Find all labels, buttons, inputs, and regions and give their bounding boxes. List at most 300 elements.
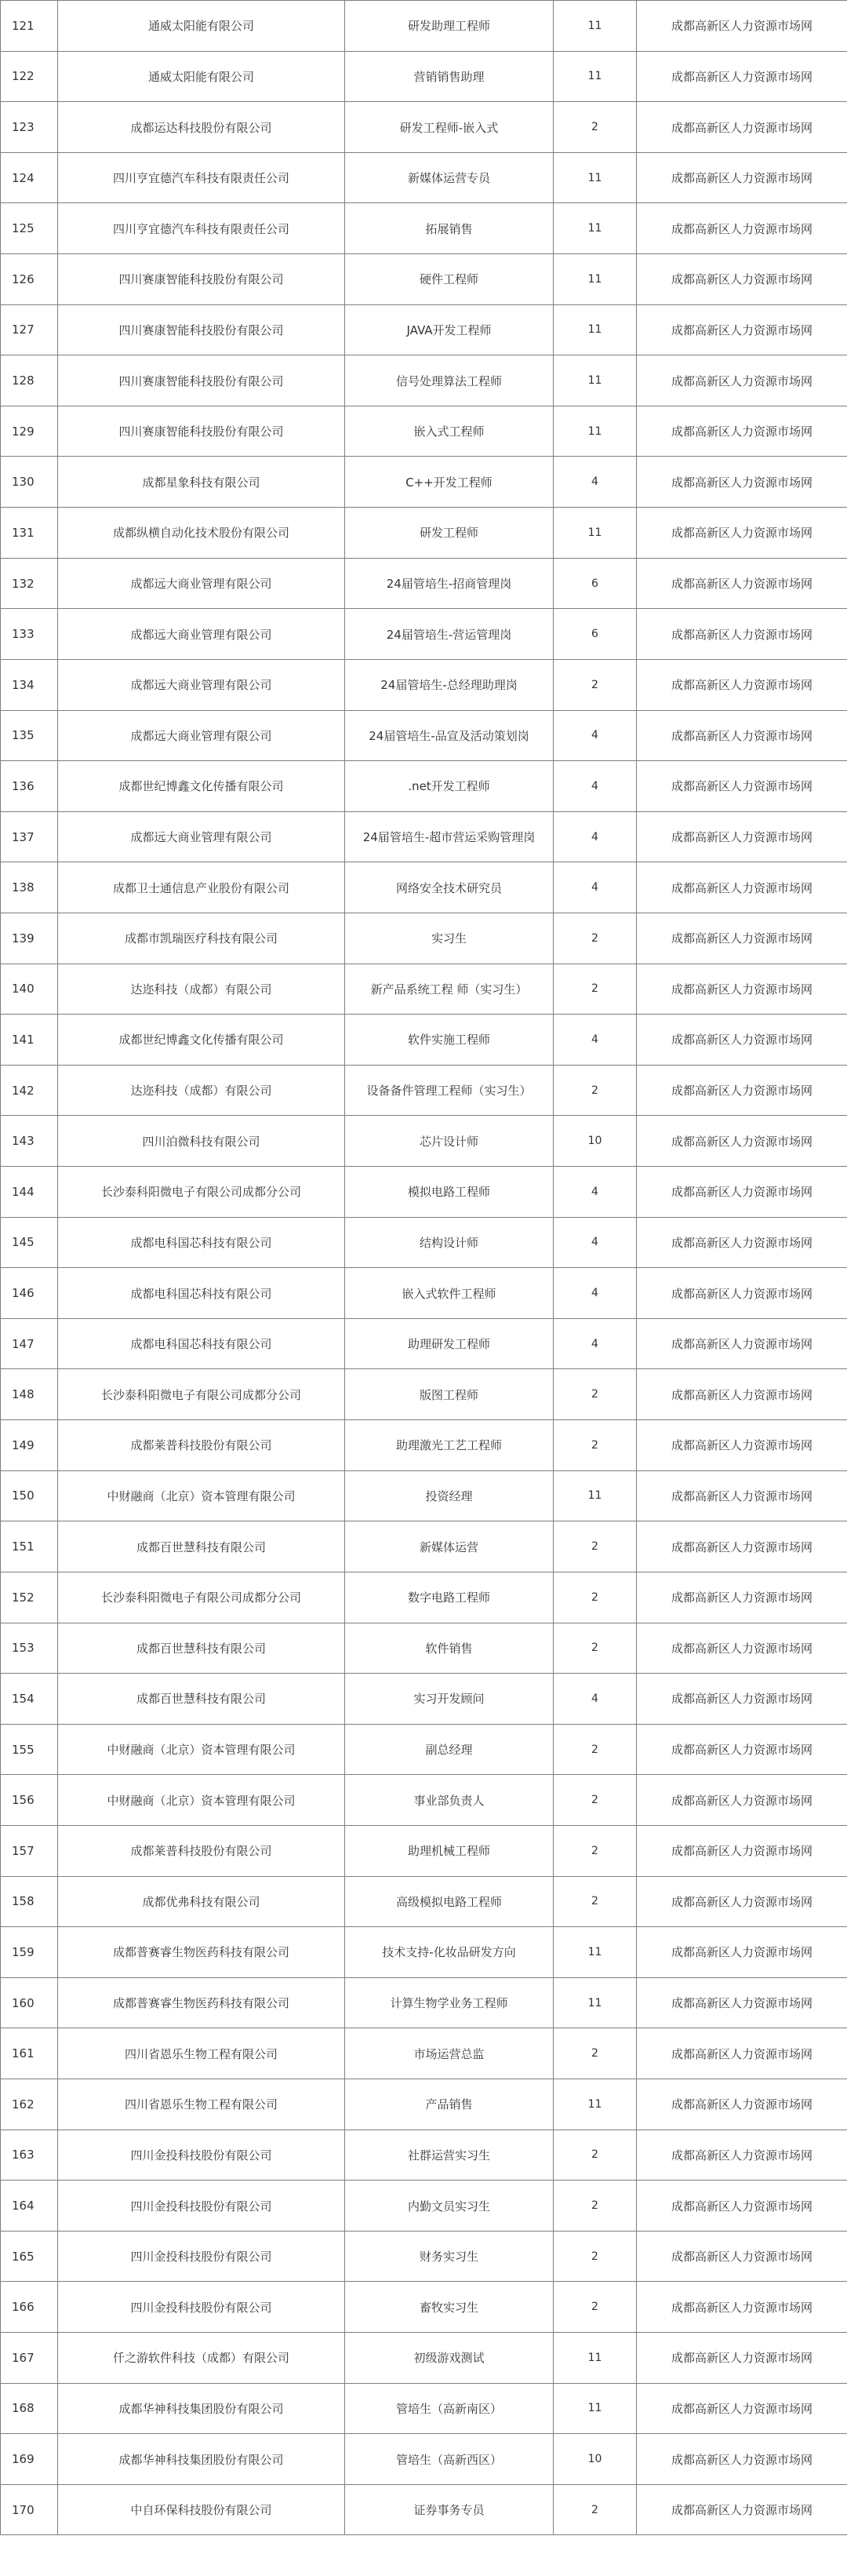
company-name-cell: 成都普赛睿生物医药科技有限公司	[58, 1977, 345, 2028]
table-row	[1, 1724, 847, 1775]
table-row	[1, 1521, 847, 1572]
position-title-cell: 24届管培生-招商管理岗	[345, 558, 554, 609]
source-cell: 成都高新区人力资源市场网	[637, 1775, 847, 1826]
headcount-cell: 11	[554, 203, 637, 254]
position-title-cell: 硬件工程师	[345, 254, 554, 305]
table-row	[1, 2130, 847, 2181]
table-row	[1, 964, 847, 1015]
row-number-cell: 126	[1, 254, 58, 305]
row-number-cell: 146	[1, 1268, 58, 1319]
position-title-cell: 产品销售	[345, 2079, 554, 2130]
position-title-cell: 计算生物学业务工程师	[345, 1977, 554, 2028]
source-cell: 成都高新区人力资源市场网	[637, 254, 847, 305]
table-row	[1, 304, 847, 355]
company-name-cell: 成都卫士通信息产业股份有限公司	[58, 862, 345, 913]
table-row	[1, 2484, 847, 2535]
table-row	[1, 254, 847, 305]
company-name-cell: 成都华神科技集团股份有限公司	[58, 2383, 345, 2434]
company-name-cell: 四川亨宜德汽车科技有限责任公司	[58, 203, 345, 254]
table-row	[1, 1, 847, 52]
company-name-cell: 成都远大商业管理有限公司	[58, 659, 345, 710]
position-title-cell: 助理机械工程师	[345, 1825, 554, 1876]
table-row	[1, 609, 847, 660]
company-name-cell: 成都星象科技有限公司	[58, 457, 345, 508]
company-name-cell: 成都世纪博鑫文化传播有限公司	[58, 1015, 345, 1066]
row-number-cell: 160	[1, 1977, 58, 2028]
table-row	[1, 406, 847, 457]
headcount-cell: 4	[554, 761, 637, 812]
source-cell: 成都高新区人力资源市场网	[637, 508, 847, 559]
row-number-cell: 161	[1, 2028, 58, 2079]
headcount-cell: 4	[554, 710, 637, 761]
company-name-cell: 四川赛康智能科技股份有限公司	[58, 304, 345, 355]
headcount-cell: 11	[554, 152, 637, 203]
position-title-cell: 研发工程师	[345, 508, 554, 559]
headcount-cell: 4	[554, 1674, 637, 1725]
table-row	[1, 1825, 847, 1876]
row-number-cell: 134	[1, 659, 58, 710]
table-row	[1, 2434, 847, 2485]
company-name-cell: 成都运达科技股份有限公司	[58, 102, 345, 153]
headcount-cell: 11	[554, 355, 637, 406]
headcount-cell: 6	[554, 558, 637, 609]
table-row	[1, 2282, 847, 2333]
headcount-cell: 2	[554, 913, 637, 964]
position-title-cell: 嵌入式工程师	[345, 406, 554, 457]
table-row	[1, 761, 847, 812]
position-title-cell: 网络安全技术研究员	[345, 862, 554, 913]
headcount-cell: 2	[554, 1825, 637, 1876]
company-name-cell: 达迩科技（成都）有限公司	[58, 964, 345, 1015]
table-row	[1, 2079, 847, 2130]
company-name-cell: 长沙泰科阳微电子有限公司成都分公司	[58, 1369, 345, 1420]
table-row	[1, 508, 847, 559]
table-row	[1, 2028, 847, 2079]
company-name-cell: 成都普赛睿生物医药科技有限公司	[58, 1927, 345, 1978]
row-number-cell: 170	[1, 2484, 58, 2535]
headcount-cell: 2	[554, 2231, 637, 2282]
table-row	[1, 1065, 847, 1116]
row-number-cell: 162	[1, 2079, 58, 2130]
source-cell: 成都高新区人力资源市场网	[637, 1674, 847, 1725]
source-cell: 成都高新区人力资源市场网	[637, 152, 847, 203]
position-title-cell: 管培生（高新西区）	[345, 2434, 554, 2485]
position-title-cell: 助理研发工程师	[345, 1318, 554, 1369]
row-number-cell: 166	[1, 2282, 58, 2333]
company-name-cell: 四川赛康智能科技股份有限公司	[58, 406, 345, 457]
source-cell: 成都高新区人力资源市场网	[637, 2231, 847, 2282]
company-name-cell: 四川省恩乐生物工程有限公司	[58, 2079, 345, 2130]
company-name-cell: 成都莱普科技股份有限公司	[58, 1420, 345, 1471]
position-title-cell: 实习开发顾问	[345, 1674, 554, 1725]
row-number-cell: 167	[1, 2333, 58, 2384]
source-cell: 成都高新区人力资源市场网	[637, 1268, 847, 1319]
row-number-cell: 144	[1, 1167, 58, 1218]
position-title-cell: 模拟电路工程师	[345, 1167, 554, 1218]
position-title-cell: 技术支持-化妆品研发方向	[345, 1927, 554, 1978]
company-name-cell: 通威太阳能有限公司	[58, 1, 345, 52]
position-title-cell: 营销销售助理	[345, 51, 554, 102]
source-cell: 成都高新区人力资源市场网	[637, 1369, 847, 1420]
position-title-cell: 嵌入式软件工程师	[345, 1268, 554, 1319]
position-title-cell: 高级模拟电路工程师	[345, 1876, 554, 1927]
source-cell: 成都高新区人力资源市场网	[637, 355, 847, 406]
source-cell: 成都高新区人力资源市场网	[637, 862, 847, 913]
row-number-cell: 129	[1, 406, 58, 457]
headcount-cell: 11	[554, 2383, 637, 2434]
position-title-cell: 证券事务专员	[345, 2484, 554, 2535]
job-listings-body	[1, 1, 847, 2535]
row-number-cell: 151	[1, 1521, 58, 1572]
position-title-cell: 畜牧实习生	[345, 2282, 554, 2333]
company-name-cell: 成都纵横自动化技术股份有限公司	[58, 508, 345, 559]
headcount-cell: 2	[554, 1623, 637, 1674]
position-title-cell: 软件实施工程师	[345, 1015, 554, 1066]
table-row	[1, 1927, 847, 1978]
source-cell: 成都高新区人力资源市场网	[637, 2079, 847, 2130]
headcount-cell: 10	[554, 1116, 637, 1167]
row-number-cell: 169	[1, 2434, 58, 2485]
headcount-cell: 2	[554, 2484, 637, 2535]
position-title-cell: JAVA开发工程师	[345, 304, 554, 355]
row-number-cell: 143	[1, 1116, 58, 1167]
headcount-cell: 4	[554, 1015, 637, 1066]
row-number-cell: 139	[1, 913, 58, 964]
table-row	[1, 1623, 847, 1674]
source-cell: 成都高新区人力资源市场网	[637, 203, 847, 254]
company-name-cell: 成都远大商业管理有限公司	[58, 558, 345, 609]
headcount-cell: 4	[554, 811, 637, 862]
row-number-cell: 141	[1, 1015, 58, 1066]
position-title-cell: 研发助理工程师	[345, 1, 554, 52]
company-name-cell: 中自环保科技股份有限公司	[58, 2484, 345, 2535]
row-number-cell: 136	[1, 761, 58, 812]
company-name-cell: 仟之游软件科技（成都）有限公司	[58, 2333, 345, 2384]
row-number-cell: 123	[1, 102, 58, 153]
company-name-cell: 成都电科国芯科技有限公司	[58, 1318, 345, 1369]
row-number-cell: 128	[1, 355, 58, 406]
table-row	[1, 659, 847, 710]
headcount-cell: 4	[554, 1217, 637, 1268]
headcount-cell: 2	[554, 2028, 637, 2079]
company-name-cell: 成都优弗科技有限公司	[58, 1876, 345, 1927]
row-number-cell: 137	[1, 811, 58, 862]
source-cell: 成都高新区人力资源市场网	[637, 304, 847, 355]
source-cell: 成都高新区人力资源市场网	[637, 1927, 847, 1978]
source-cell: 成都高新区人力资源市场网	[637, 2181, 847, 2232]
company-name-cell: 四川泊微科技有限公司	[58, 1116, 345, 1167]
headcount-cell: 4	[554, 862, 637, 913]
table-row	[1, 102, 847, 153]
source-cell: 成都高新区人力资源市场网	[637, 1318, 847, 1369]
source-cell: 成都高新区人力资源市场网	[637, 811, 847, 862]
table-row	[1, 51, 847, 102]
row-number-cell: 127	[1, 304, 58, 355]
source-cell: 成都高新区人力资源市场网	[637, 964, 847, 1015]
source-cell: 成都高新区人力资源市场网	[637, 1572, 847, 1623]
position-title-cell: 24届管培生-总经理助理岗	[345, 659, 554, 710]
company-name-cell: 成都百世慧科技有限公司	[58, 1623, 345, 1674]
row-number-cell: 156	[1, 1775, 58, 1826]
source-cell: 成都高新区人力资源市场网	[637, 1470, 847, 1521]
position-title-cell: 数字电路工程师	[345, 1572, 554, 1623]
headcount-cell: 4	[554, 457, 637, 508]
table-row	[1, 457, 847, 508]
table-row	[1, 811, 847, 862]
source-cell: 成都高新区人力资源市场网	[637, 2130, 847, 2181]
position-title-cell: 新媒体运营	[345, 1521, 554, 1572]
position-title-cell: 内勤文员实习生	[345, 2181, 554, 2232]
row-number-cell: 159	[1, 1927, 58, 1978]
company-name-cell: 四川省恩乐生物工程有限公司	[58, 2028, 345, 2079]
table-row	[1, 203, 847, 254]
company-name-cell: 四川亨宜德汽车科技有限责任公司	[58, 152, 345, 203]
row-number-cell: 150	[1, 1470, 58, 1521]
table-row	[1, 1775, 847, 1826]
row-number-cell: 130	[1, 457, 58, 508]
headcount-cell: 2	[554, 659, 637, 710]
position-title-cell: 软件销售	[345, 1623, 554, 1674]
row-number-cell: 138	[1, 862, 58, 913]
source-cell: 成都高新区人力资源市场网	[637, 2383, 847, 2434]
table-row	[1, 1977, 847, 2028]
source-cell: 成都高新区人力资源市场网	[637, 2282, 847, 2333]
position-title-cell: 芯片设计师	[345, 1116, 554, 1167]
company-name-cell: 成都百世慧科技有限公司	[58, 1674, 345, 1725]
row-number-cell: 140	[1, 964, 58, 1015]
company-name-cell: 成都莱普科技股份有限公司	[58, 1825, 345, 1876]
source-cell: 成都高新区人力资源市场网	[637, 710, 847, 761]
row-number-cell: 147	[1, 1318, 58, 1369]
headcount-cell: 2	[554, 1521, 637, 1572]
position-title-cell: 版图工程师	[345, 1369, 554, 1420]
headcount-cell: 11	[554, 51, 637, 102]
row-number-cell: 154	[1, 1674, 58, 1725]
table-row	[1, 2181, 847, 2232]
source-cell: 成都高新区人力资源市场网	[637, 1167, 847, 1218]
headcount-cell: 2	[554, 1065, 637, 1116]
headcount-cell: 2	[554, 1775, 637, 1826]
company-name-cell: 成都电科国芯科技有限公司	[58, 1268, 345, 1319]
headcount-cell: 11	[554, 406, 637, 457]
table-row	[1, 2383, 847, 2434]
position-title-cell: 信号处理算法工程师	[345, 355, 554, 406]
company-name-cell: 长沙泰科阳微电子有限公司成都分公司	[58, 1572, 345, 1623]
row-number-cell: 152	[1, 1572, 58, 1623]
row-number-cell: 155	[1, 1724, 58, 1775]
headcount-cell: 2	[554, 1572, 637, 1623]
table-row	[1, 355, 847, 406]
row-number-cell: 163	[1, 2130, 58, 2181]
table-row	[1, 1369, 847, 1420]
table-row	[1, 862, 847, 913]
position-title-cell: 新媒体运营专员	[345, 152, 554, 203]
position-title-cell: 设备备件管理工程师（实习生）	[345, 1065, 554, 1116]
row-number-cell: 121	[1, 1, 58, 52]
headcount-cell: 2	[554, 2130, 637, 2181]
table-row	[1, 913, 847, 964]
source-cell: 成都高新区人力资源市场网	[637, 913, 847, 964]
row-number-cell: 157	[1, 1825, 58, 1876]
row-number-cell: 135	[1, 710, 58, 761]
position-title-cell: 助理激光工艺工程师	[345, 1420, 554, 1471]
table-row	[1, 558, 847, 609]
headcount-cell: 2	[554, 102, 637, 153]
table-row	[1, 152, 847, 203]
source-cell: 成都高新区人力资源市场网	[637, 659, 847, 710]
source-cell: 成都高新区人力资源市场网	[637, 406, 847, 457]
position-title-cell: 财务实习生	[345, 2231, 554, 2282]
company-name-cell: 中财融商（北京）资本管理有限公司	[58, 1724, 345, 1775]
company-name-cell: 成都世纪博鑫文化传播有限公司	[58, 761, 345, 812]
company-name-cell: 四川金投科技股份有限公司	[58, 2282, 345, 2333]
source-cell: 成都高新区人力资源市场网	[637, 2333, 847, 2384]
headcount-cell: 10	[554, 2434, 637, 2485]
position-title-cell: .net开发工程师	[345, 761, 554, 812]
headcount-cell: 11	[554, 1470, 637, 1521]
company-name-cell: 成都市凯瑞医疗科技有限公司	[58, 913, 345, 964]
source-cell: 成都高新区人力资源市场网	[637, 1217, 847, 1268]
headcount-cell: 2	[554, 964, 637, 1015]
position-title-cell: 新产品系统工程 师（实习生）	[345, 964, 554, 1015]
source-cell: 成都高新区人力资源市场网	[637, 558, 847, 609]
company-name-cell: 四川金投科技股份有限公司	[58, 2130, 345, 2181]
row-number-cell: 148	[1, 1369, 58, 1420]
table-row	[1, 1268, 847, 1319]
headcount-cell: 11	[554, 1, 637, 52]
source-cell: 成都高新区人力资源市场网	[637, 2484, 847, 2535]
source-cell: 成都高新区人力资源市场网	[637, 1724, 847, 1775]
position-title-cell: 实习生	[345, 913, 554, 964]
position-title-cell: 社群运营实习生	[345, 2130, 554, 2181]
source-cell: 成都高新区人力资源市场网	[637, 1825, 847, 1876]
company-name-cell: 四川赛康智能科技股份有限公司	[58, 355, 345, 406]
headcount-cell: 2	[554, 1724, 637, 1775]
source-cell: 成都高新区人力资源市场网	[637, 1065, 847, 1116]
company-name-cell: 通威太阳能有限公司	[58, 51, 345, 102]
company-name-cell: 长沙泰科阳微电子有限公司成都分公司	[58, 1167, 345, 1218]
headcount-cell: 11	[554, 508, 637, 559]
company-name-cell: 成都远大商业管理有限公司	[58, 710, 345, 761]
source-cell: 成都高新区人力资源市场网	[637, 1116, 847, 1167]
position-title-cell: 初级游戏测试	[345, 2333, 554, 2384]
headcount-cell: 2	[554, 2282, 637, 2333]
source-cell: 成都高新区人力资源市场网	[637, 1015, 847, 1066]
row-number-cell: 158	[1, 1876, 58, 1927]
source-cell: 成都高新区人力资源市场网	[637, 1521, 847, 1572]
headcount-cell: 11	[554, 2079, 637, 2130]
source-cell: 成都高新区人力资源市场网	[637, 1, 847, 52]
company-name-cell: 达迩科技（成都）有限公司	[58, 1065, 345, 1116]
position-title-cell: 投资经理	[345, 1470, 554, 1521]
source-cell: 成都高新区人力资源市场网	[637, 609, 847, 660]
company-name-cell: 中财融商（北京）资本管理有限公司	[58, 1470, 345, 1521]
headcount-cell: 4	[554, 1268, 637, 1319]
row-number-cell: 153	[1, 1623, 58, 1674]
headcount-cell: 6	[554, 609, 637, 660]
table-row	[1, 2231, 847, 2282]
table-row	[1, 1674, 847, 1725]
headcount-cell: 2	[554, 2181, 637, 2232]
headcount-cell: 2	[554, 1420, 637, 1471]
headcount-cell: 4	[554, 1318, 637, 1369]
row-number-cell: 125	[1, 203, 58, 254]
position-title-cell: 管培生（高新南区）	[345, 2383, 554, 2434]
row-number-cell: 122	[1, 51, 58, 102]
source-cell: 成都高新区人力资源市场网	[637, 102, 847, 153]
table-row	[1, 1116, 847, 1167]
company-name-cell: 成都华神科技集团股份有限公司	[58, 2434, 345, 2485]
source-cell: 成都高新区人力资源市场网	[637, 1420, 847, 1471]
table-row	[1, 1167, 847, 1218]
company-name-cell: 成都远大商业管理有限公司	[58, 609, 345, 660]
table-row	[1, 2333, 847, 2384]
position-title-cell: 拓展销售	[345, 203, 554, 254]
headcount-cell: 11	[554, 254, 637, 305]
row-number-cell: 149	[1, 1420, 58, 1471]
source-cell: 成都高新区人力资源市场网	[637, 2028, 847, 2079]
source-cell: 成都高新区人力资源市场网	[637, 1977, 847, 2028]
table-row	[1, 1876, 847, 1927]
company-name-cell: 成都百世慧科技有限公司	[58, 1521, 345, 1572]
row-number-cell: 145	[1, 1217, 58, 1268]
table-row	[1, 1470, 847, 1521]
headcount-cell: 4	[554, 1167, 637, 1218]
source-cell: 成都高新区人力资源市场网	[637, 1623, 847, 1674]
position-title-cell: 结构设计师	[345, 1217, 554, 1268]
row-number-cell: 142	[1, 1065, 58, 1116]
table-row	[1, 1318, 847, 1369]
company-name-cell: 四川金投科技股份有限公司	[58, 2181, 345, 2232]
table-row	[1, 1572, 847, 1623]
position-title-cell: C++开发工程师	[345, 457, 554, 508]
position-title-cell: 事业部负责人	[345, 1775, 554, 1826]
headcount-cell: 11	[554, 1927, 637, 1978]
company-name-cell: 成都远大商业管理有限公司	[58, 811, 345, 862]
position-title-cell: 市场运营总监	[345, 2028, 554, 2079]
row-number-cell: 164	[1, 2181, 58, 2232]
source-cell: 成都高新区人力资源市场网	[637, 51, 847, 102]
row-number-cell: 165	[1, 2231, 58, 2282]
row-number-cell: 132	[1, 558, 58, 609]
source-cell: 成都高新区人力资源市场网	[637, 1876, 847, 1927]
table-row	[1, 1015, 847, 1066]
position-title-cell: 24届管培生-超市营运采购管理岗	[345, 811, 554, 862]
row-number-cell: 168	[1, 2383, 58, 2434]
company-name-cell: 四川金投科技股份有限公司	[58, 2231, 345, 2282]
company-name-cell: 中财融商（北京）资本管理有限公司	[58, 1775, 345, 1826]
position-title-cell: 副总经理	[345, 1724, 554, 1775]
position-title-cell: 研发工程师-嵌入式	[345, 102, 554, 153]
company-name-cell: 四川赛康智能科技股份有限公司	[58, 254, 345, 305]
row-number-cell: 131	[1, 508, 58, 559]
headcount-cell: 2	[554, 1876, 637, 1927]
headcount-cell: 11	[554, 304, 637, 355]
table-row	[1, 1217, 847, 1268]
source-cell: 成都高新区人力资源市场网	[637, 2434, 847, 2485]
position-title-cell: 24届管培生-品宣及活动策划岗	[345, 710, 554, 761]
table-row	[1, 710, 847, 761]
headcount-cell: 11	[554, 1977, 637, 2028]
company-name-cell: 成都电科国芯科技有限公司	[58, 1217, 345, 1268]
source-cell: 成都高新区人力资源市场网	[637, 457, 847, 508]
position-title-cell: 24届管培生-营运管理岗	[345, 609, 554, 660]
table-row	[1, 1420, 847, 1471]
source-cell: 成都高新区人力资源市场网	[637, 761, 847, 812]
headcount-cell: 11	[554, 2333, 637, 2384]
headcount-cell: 2	[554, 1369, 637, 1420]
row-number-cell: 124	[1, 152, 58, 203]
